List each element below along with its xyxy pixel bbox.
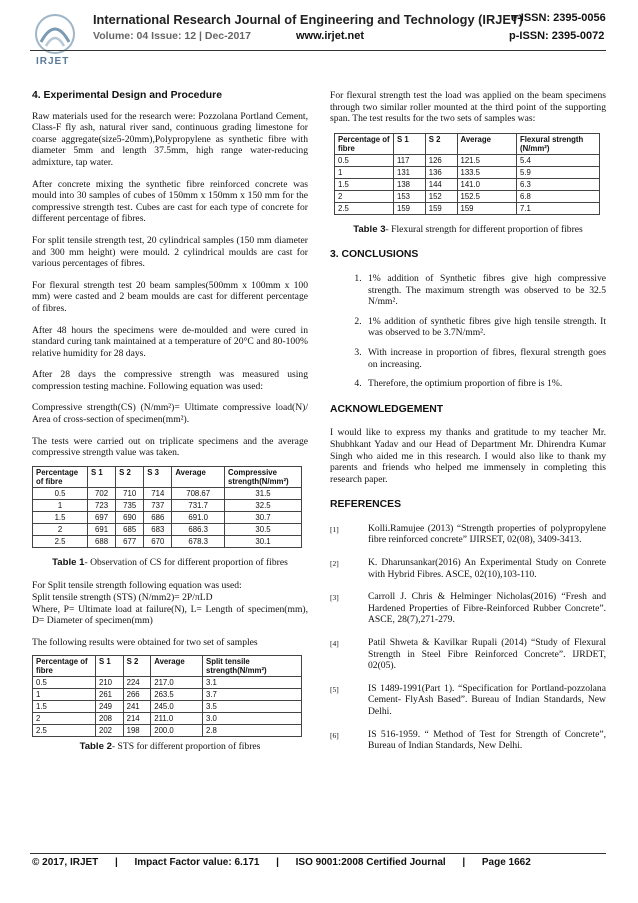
section-heading: 4. Experimental Design and Procedure	[32, 90, 222, 101]
cell: 217.0	[151, 677, 203, 689]
caption-label: Table 1	[52, 556, 85, 568]
cell: 2.5	[33, 535, 88, 547]
cell: 2	[33, 713, 96, 725]
footer-copyright: © 2017, IRJET	[32, 857, 99, 868]
ref-text: Kolli.Ramujee (2013) “Strength properties of polypropylene fibre reinforced concrete” IJIRSET, 02(08), 3409-3413.	[368, 522, 606, 546]
logo-text: IRJET	[36, 56, 70, 67]
cell: 214	[123, 713, 151, 725]
references-heading: REFERENCES	[330, 499, 402, 511]
table-2-caption	[32, 741, 308, 753]
table-row	[335, 166, 600, 178]
cell: 683	[144, 523, 172, 535]
equation-sts: Split tensile strength (STS) (N/mm2)= 2P/πLD	[32, 592, 213, 604]
table-header: S 3	[144, 466, 172, 487]
cell: 136	[425, 166, 457, 178]
cell: 31.5	[225, 487, 302, 499]
cell: 1.5	[335, 178, 394, 190]
list-item: 1. 1% addition of Synthetic fibres give high compressive strength. The maximum strength was observed to be 32.5 N/mm².	[364, 273, 606, 308]
cell: 708.67	[172, 487, 225, 499]
conclusions-list	[330, 273, 606, 390]
cell: 241	[123, 701, 151, 713]
table-row	[33, 677, 302, 689]
cell: 131	[394, 166, 426, 178]
table-header: Average	[457, 133, 517, 154]
cell: 211.0	[151, 713, 203, 725]
cell: 1	[335, 166, 394, 178]
page-footer: © 2017, IRJET | Impact Factor value: 6.171 | ISO 9001:2008 Certified Journal | Page 1662	[32, 857, 531, 868]
cell: 714	[144, 487, 172, 499]
cell: 688	[88, 535, 116, 547]
ack-paragraph: I would like to express my thanks and gratitude to my teacher Mr. Shubhkant Yadav and our Head of Department Mr. Dhirendra Kumar Singh who aided me in this research. I would also like to thank my parents and friends who helped me immensely in completing this research paper.	[330, 427, 606, 485]
table-row	[33, 725, 302, 737]
journal-url[interactable]: www.irjet.net	[296, 30, 365, 42]
cell: 2.5	[335, 202, 394, 214]
cell: 133.5	[457, 166, 517, 178]
cell: 7.1	[517, 202, 600, 214]
reference-item	[330, 729, 606, 752]
reference-item	[330, 591, 606, 626]
cell: 152	[425, 190, 457, 202]
cell: 670	[144, 535, 172, 547]
cell: 685	[116, 523, 144, 535]
paragraph: For split tensile strength test, 20 cylindrical samples (150 mm diameter and 300 mm height) were mould. 2 cylindrical moulds are cast for various percentages of fibres.	[32, 234, 308, 270]
cell: 5.4	[517, 154, 600, 166]
paragraph: After 48 hours the specimens were de-moulded and were cured in standard curing tank maintained at a temperature of 20°C and 80-100% relative humidity for 28 days.	[32, 324, 308, 359]
cell: 30.1	[225, 535, 302, 547]
cell: 1	[33, 499, 88, 511]
cell: 5.9	[517, 166, 600, 178]
cell: 723	[88, 499, 116, 511]
ref-number: [1]	[330, 524, 339, 534]
cell: 2	[335, 190, 394, 202]
cell: 691.0	[172, 511, 225, 523]
cell: 0.5	[335, 154, 394, 166]
right-column	[330, 90, 606, 763]
equation-cs: Compressive strength(CS) (N/mm²)= Ultimate compressive load(N)/ Area of cross-section of specimen(mm²).	[32, 402, 308, 426]
cell: 3.1	[203, 677, 302, 689]
cell: 198	[123, 725, 151, 737]
reference-item	[330, 683, 606, 718]
irjet-logo-icon	[32, 12, 78, 60]
cell: 2	[33, 523, 88, 535]
cell: 117	[394, 154, 426, 166]
cell: 159	[394, 202, 426, 214]
cell: 224	[123, 677, 151, 689]
reference-item	[330, 557, 606, 580]
caption-label: Table 2	[79, 741, 112, 753]
cell: 1.5	[33, 701, 96, 713]
cell: 210	[96, 677, 124, 689]
cell: 202	[96, 725, 124, 737]
ref-text: IS 516-1959. “ Method of Test for Strength of Concrete”, Bureau of Indian Standards, New Delhi.	[368, 728, 606, 752]
caption-text: - Observation of CS for different proportion of fibres	[84, 556, 288, 568]
cell: 261	[96, 689, 124, 701]
list-item: 2. 1% addition of synthetic fibres give high tensile strength. It was observed to be 3.7N/mm².	[364, 316, 606, 339]
table-header: S 2	[425, 133, 457, 154]
paragraph: The following results were obtained for two set of samples	[32, 636, 258, 648]
table-header: S 2	[123, 656, 151, 677]
cell: 144	[425, 178, 457, 190]
cell: 702	[88, 487, 116, 499]
table-header: S 1	[96, 656, 124, 677]
cell: 691	[88, 523, 116, 535]
cell: 152.5	[457, 190, 517, 202]
ref-text: Carroll J. Chris & Helminger Nicholas(2016) “Fresh and Hardened Properties of Fibre-Reinforced Rubber Concrete”. ASCE, 28(7),271-279.	[368, 591, 606, 626]
table-row	[33, 487, 302, 499]
cell: 737	[144, 499, 172, 511]
table-header: Average	[151, 656, 203, 677]
cell: 159	[425, 202, 457, 214]
page-header	[0, 0, 638, 86]
caption-label: Table 3	[353, 223, 386, 235]
cell: 2.8	[203, 725, 302, 737]
cell: 208	[96, 713, 124, 725]
list-item: 3. With increase in proportion of fibres, flexural strength goes on increasing.	[364, 347, 606, 370]
footer-impact: Impact Factor value: 6.171	[134, 857, 260, 868]
cell: 126	[425, 154, 457, 166]
footer-divider	[30, 853, 606, 854]
footer-page: Page 1662	[481, 857, 531, 868]
cell: 153	[394, 190, 426, 202]
paragraph: Where, P= Ultimate load at failure(N), L= Length of specimen(mm), D= Diameter of specimen(mm)	[32, 603, 308, 627]
ref-text: Patil Shweta & Kavilkar Rupali (2014) “Study of Flexural Strength in Steel Fibre Reinforced Concrete”. IJRDET, 02(05).	[368, 637, 606, 672]
table-1	[32, 466, 302, 548]
cell: 1	[33, 689, 96, 701]
pissn: p-ISSN: 2395-0072	[509, 30, 605, 42]
cell: 2.5	[33, 725, 96, 737]
paragraph: The tests were carried out on triplicate specimens and the average compressive strength value was taken.	[32, 435, 308, 459]
cell: 159	[457, 202, 517, 214]
table-row	[335, 190, 600, 202]
cell: 30.7	[225, 511, 302, 523]
caption-text: - STS for different proportion of fibres	[111, 741, 261, 753]
references-list	[330, 523, 606, 752]
table-2	[32, 655, 302, 737]
table-header: Flexural strength (N/mm²)	[517, 133, 600, 154]
cell: 263.5	[151, 689, 203, 701]
cell: 697	[88, 511, 116, 523]
table-row	[33, 701, 302, 713]
table-header: Percentage of fibre	[33, 466, 88, 487]
ref-number: [4]	[330, 639, 339, 649]
ack-heading: ACKNOWLEDGEMENT	[330, 403, 444, 415]
table-row	[33, 499, 302, 511]
cell: 138	[394, 178, 426, 190]
table-header: S 2	[116, 466, 144, 487]
table-row	[33, 523, 302, 535]
header-divider	[30, 50, 606, 51]
eissn: e-ISSN: 2395-0056	[511, 12, 606, 24]
reference-item	[330, 637, 606, 672]
ref-text: IS 1489-1991(Part 1). “Specification for Portland-pozzolana Cement- FlyAsh Based”. Bureau of Indian Standards, New Delhi.	[368, 682, 606, 717]
table-header: S 1	[394, 133, 426, 154]
ref-number: [6]	[330, 730, 339, 740]
cell: 0.5	[33, 487, 88, 499]
cell: 678.3	[172, 535, 225, 547]
table-3-caption	[330, 224, 606, 236]
cell: 200.0	[151, 725, 203, 737]
table-header: Average	[172, 466, 225, 487]
journal-title: International Research Journal of Engineering and Technology (IRJET)	[93, 12, 523, 27]
cell: 141.0	[457, 178, 517, 190]
table-header: Percentage of fibre	[335, 133, 394, 154]
cell: 677	[116, 535, 144, 547]
table-row	[33, 511, 302, 523]
ref-text: K. Dharunsankar(2016) An Experimental Study on Conrete with Hybrid Fibres. ASCE, 02(10),103-110.	[368, 557, 606, 580]
volume-info: Volume: 04 Issue: 12 | Dec-2017	[93, 30, 251, 42]
cell: 121.5	[457, 154, 517, 166]
ref-number: [5]	[330, 684, 339, 694]
paragraph: Raw materials used for the research were: Pozzolana Portland Cement, Class-F fly ash, natural river sand, continuous grading limestone for coarse aggregate(size5-20mm),Polypropylene as synthetic fibre with diameter 5mm and length 37.5mm, high range water-reducing admixture, tap water.	[32, 110, 308, 168]
table-header: Compressive strength(N/mm²)	[225, 466, 302, 487]
cell: 3.0	[203, 713, 302, 725]
paragraph: For flexural strength test the load was applied on the beam specimens through two similar roller mounted at the third point of the supporting span. The test results for the two sets of samples was:	[330, 90, 606, 125]
reference-item	[330, 523, 606, 546]
cell: 266	[123, 689, 151, 701]
table-3	[334, 133, 600, 215]
left-column	[32, 90, 308, 765]
cell: 690	[116, 511, 144, 523]
cell: 245.0	[151, 701, 203, 713]
table-row	[335, 202, 600, 214]
footer-iso: ISO 9001:2008 Certified Journal	[295, 857, 446, 868]
cell: 735	[116, 499, 144, 511]
cell: 3.7	[203, 689, 302, 701]
ref-number: [2]	[330, 559, 339, 569]
ref-number: [3]	[330, 593, 339, 603]
table-header: S 1	[88, 466, 116, 487]
paragraph: After concrete mixing the synthetic fibre reinforced concrete was mould into 30 samples of cubes of 150mm x 150mm x 150 mm for the compressive strength test. Cubes are cast for each type of concrete for different percentage of fibres.	[32, 178, 308, 225]
paragraph: After 28 days the compressive strength was measured using compression testing machine. Following equation was used:	[32, 369, 308, 392]
cell: 30.5	[225, 523, 302, 535]
paragraph: For Split tensile strength following equation was used:	[32, 580, 242, 592]
table-header: Split tensile strength(N/mm²)	[203, 656, 302, 677]
cell: 6.8	[517, 190, 600, 202]
table-row	[33, 689, 302, 701]
table-header: Percentage of fibre	[33, 656, 96, 677]
table-1-caption	[32, 557, 308, 569]
cell: 686	[144, 511, 172, 523]
cell: 249	[96, 701, 124, 713]
list-item: 4. Therefore, the optimium proportion of fibre is 1%.	[364, 378, 606, 390]
table-row	[33, 535, 302, 547]
table-row	[33, 713, 302, 725]
table-row	[335, 154, 600, 166]
conclusions-heading: 3. CONCLUSIONS	[330, 249, 419, 261]
cell: 710	[116, 487, 144, 499]
table-row	[335, 178, 600, 190]
cell: 0.5	[33, 677, 96, 689]
cell: 686.3	[172, 523, 225, 535]
cell: 6.3	[517, 178, 600, 190]
cell: 32.5	[225, 499, 302, 511]
cell: 731.7	[172, 499, 225, 511]
cell: 3.5	[203, 701, 302, 713]
caption-text: - Flexural strength for different proportion of fibres	[385, 223, 583, 235]
paragraph: For flexural strength test 20 beam samples(500mm x 100mm x 100 mm) were casted and 2 beam moulds are cast for different percentage of fibres.	[32, 279, 308, 314]
cell: 1.5	[33, 511, 88, 523]
